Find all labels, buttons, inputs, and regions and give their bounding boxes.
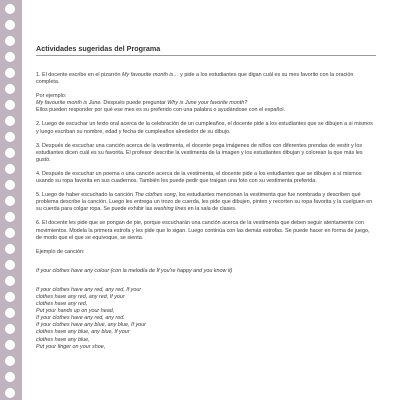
document-content [36, 44, 376, 351]
binder-hole [5, 228, 15, 238]
example-sentence: My favourite month is June. [36, 100, 102, 107]
binder-hole [5, 132, 15, 142]
binder-hole [5, 180, 15, 190]
page-title: Actividades sugeridas del Programa [36, 44, 376, 56]
song-line: clothes have any red, [36, 301, 88, 308]
binder-hole [5, 116, 15, 126]
example-question: Why is June your favorite month? [167, 100, 248, 107]
activity-3: 3. Después de escuchar una canción acerca de la vestimenta, el docente pega imágenes de niños con diferentes prendas de vestir y los estudiantes dicen cuál es su favorita. El profesor describe la vestimenta de la imagen y los estudiantes dibujan y colorean la que más les gustó. [36, 142, 363, 163]
song-line: If your clothes have any red, any red, If your [36, 286, 142, 293]
activity-1-text-end: y pide a los estudiantes que digan cuál es su mes favorito con la oración completa. [36, 72, 354, 86]
example-explanation: Ellos pueden responder por qué ese mes es su preferido con una palabra o ayudándose con el español. [36, 107, 286, 114]
binder-hole [5, 356, 15, 366]
activity-5-text: 5. Luego de haber escuchado la canción [36, 192, 135, 199]
binder-spine [0, 0, 22, 400]
binder-hole [5, 52, 15, 62]
binder-hole [5, 68, 15, 78]
song-line: Put your finger on your shoe, [36, 343, 106, 350]
binder-hole [5, 324, 15, 334]
binder-hole [5, 84, 15, 94]
binder-hole [5, 388, 15, 398]
binder-hole [5, 340, 15, 350]
activity-6: 6. El docente les pide que se pongan de pie, porque escucharán una canción acerca de la vestimenta que deben seguir atentamente con movimientos. Modela la primera estrofa y les pide que lo sigan. Luego continúa con las demás estrofas. Se puede hacer en forma de juego, de modo que el que se equivoque, se sienta. [36, 220, 370, 241]
song-line: Put your hands up on your head, [36, 308, 115, 315]
binder-hole [5, 372, 15, 382]
binder-hole [5, 4, 15, 14]
activity-4: 4. Después de escuchar un poema o una canción acerca de la vestimenta, el docente pide a los estudiantes que se dibujen a sí mismos usando su ropa favorita en sus cuadernos. También les puede pedir que traigan una foto con su vestimenta preferida. [36, 170, 362, 185]
binder-hole [5, 164, 15, 174]
example-label: Por ejemplo: [36, 93, 67, 100]
binder-hole [5, 36, 15, 46]
song-line: clothes have any red, any red, If your [36, 293, 125, 300]
binder-hole [5, 148, 15, 158]
binder-holes [3, 4, 19, 400]
activity-5 [36, 192, 376, 213]
binder-hole [5, 244, 15, 254]
song-line: clothes have any blue, any blue, If your [36, 329, 130, 336]
activity-1 [36, 72, 376, 86]
song-line: clothes have any blue, [36, 336, 90, 343]
binder-hole [5, 292, 15, 302]
activity-1-text: 1. El docente escribe en el pizarrón [36, 72, 123, 78]
binder-hole [5, 196, 15, 206]
activity-1-phrase: My favourite month is… [122, 72, 179, 78]
binder-hole [5, 276, 15, 286]
binder-hole [5, 260, 15, 270]
song-lyrics [36, 287, 376, 351]
binder-hole [5, 20, 15, 30]
activity-5-song-name: The clothes song [134, 192, 176, 199]
example-connector: Después puede preguntar [101, 100, 168, 107]
song-example-label: Ejemplo de canción: [36, 248, 85, 255]
activity-5-washing-lines: washing lines [153, 206, 187, 213]
song-line: If your clothes have any blue, any blue, If your [36, 322, 146, 329]
activity-2: 2. Luego de escuchar un texto oral acerca de la celebración de un cumpleaños, el docente pide a los estudiantes que se dibujen a sí mismos y luego escriban su nombre, edad y fecha de cumpleaños alrededor de su dibujo. [36, 121, 373, 135]
binder-hole [5, 308, 15, 318]
song-title: If your clothes have any colour (con la melodía de If you're happy and you know it) [36, 267, 233, 274]
binder-hole [5, 100, 15, 110]
activity-5-text-end: en la sala de clases. [186, 206, 237, 213]
song-line: If your clothes have any red, any red. [36, 315, 125, 322]
binder-hole [5, 212, 15, 222]
activity-5-text-mid: , los estudiantes mencionan la vestimenta que fue nombrada y describen qué problema describe la canción. Luego les entrega un trozo de cuerda, les pide que dibujen, pinten y recorten su ropa favorita y la cuelguen en su cuerda para colgar ropa. Se puede exhibir las [36, 192, 373, 213]
example-block [36, 100, 376, 114]
